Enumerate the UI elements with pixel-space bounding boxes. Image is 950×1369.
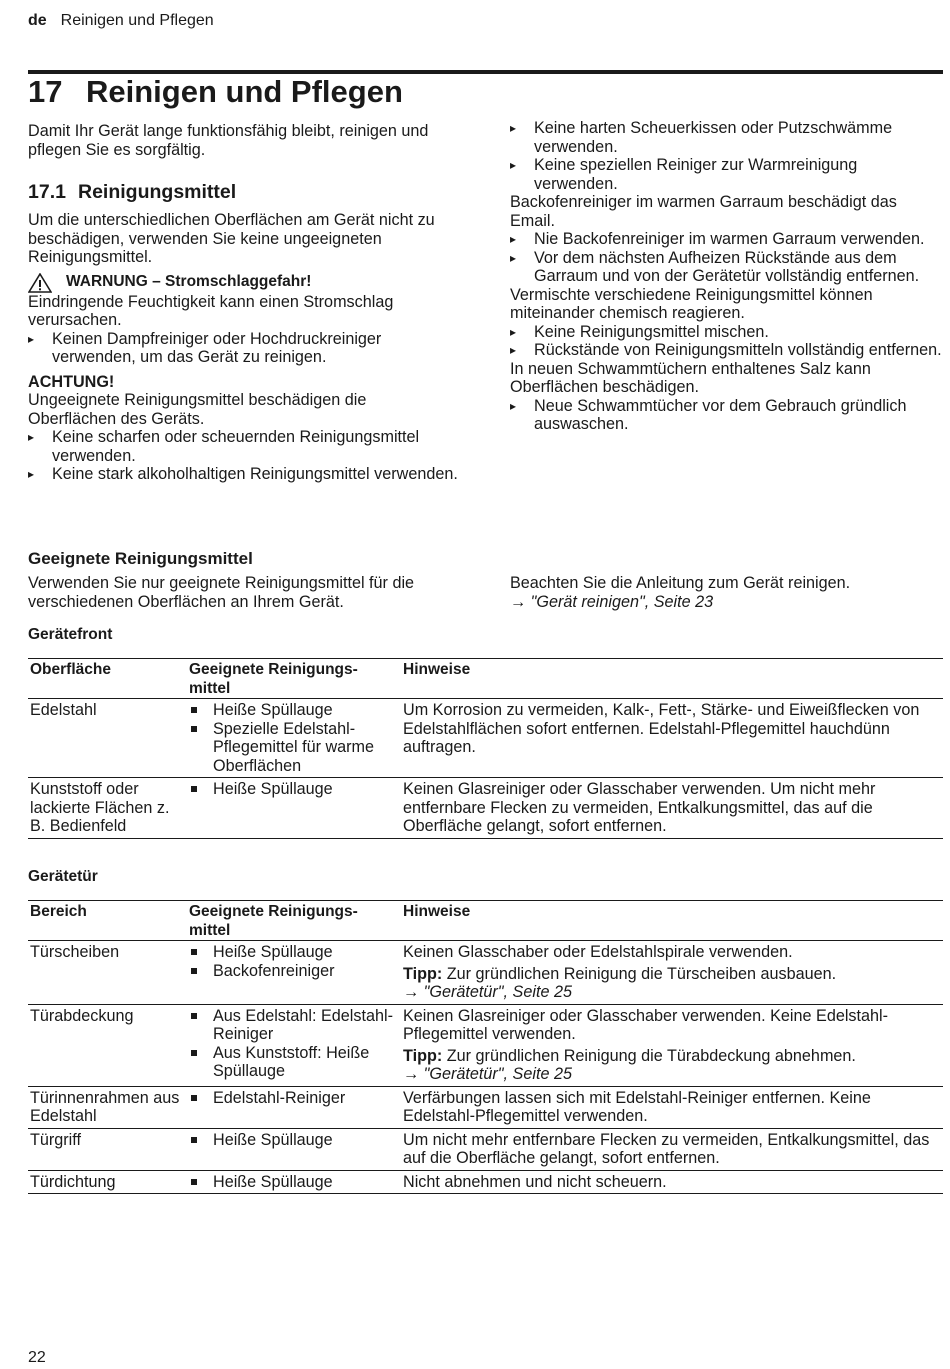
agent-item: Backofenreiniger: [189, 962, 399, 981]
left-column: [28, 122, 458, 484]
list-item: ▸ Rückstände von Reinigungsmitteln vollständig entfernen.: [510, 341, 943, 360]
area-cell: Türscheiben: [30, 943, 120, 961]
warning-heading: [28, 273, 458, 293]
table-row: [28, 1086, 943, 1128]
agents-cell: [187, 941, 401, 1005]
notes-cell: Keinen Glasreiniger oder Glasschaber verwenden. Um nicht mehr entfernbare Flecken zu vermeiden, Entkalkungsmittel, das auf die Oberfläche gelangt, sofort entfernen.: [403, 780, 876, 835]
notes-cell: Um nicht mehr entfernbare Flecken zu vermeiden, Entkalkungsmittel, das auf die Oberfläche gelangt, sofort entfernen.: [403, 1130, 930, 1167]
warning-text: Eindringende Feuchtigkeit kann einen Stromschlag verursachen.: [28, 292, 394, 329]
paragraph: In neuen Schwammtüchern enthaltenes Salz kann Oberflächen beschädigen.: [510, 359, 871, 396]
agents-cell: [187, 1004, 401, 1086]
intro-text: Damit Ihr Gerät lange funktionsfähig bleibt, reinigen und pflegen Sie es sorgfältig.: [28, 122, 429, 159]
chapter-title: [28, 74, 403, 110]
caution-text: Ungeeignete Reinigungsmittel beschädigen die Oberflächen des Geräts.: [28, 391, 367, 428]
agents-cell: [187, 1128, 401, 1170]
list-item: ▸ Keine harten Scheuerkissen oder Putzschwämme verwenden.: [510, 119, 943, 156]
tip-label: Tipp:: [403, 1046, 443, 1065]
tip-text: Tipp: Zur gründlichen Reinigung die Türscheiben ausbauen.: [403, 964, 837, 983]
tip-label: Tipp:: [403, 964, 443, 983]
suitable-text-right: Beachten Sie die Anleitung zum Gerät reinigen.: [510, 574, 851, 592]
column-header: Oberfläche: [30, 661, 111, 678]
table-header-row: [28, 901, 943, 941]
cross-reference-link[interactable]: → "Gerätetür", Seite 25: [403, 1065, 572, 1083]
caution-title: ACHTUNG!: [28, 372, 115, 391]
area-cell: Türabdeckung: [30, 1006, 134, 1025]
section-title-text: Reinigungsmittel: [78, 181, 237, 203]
section-number: 17.1: [28, 181, 66, 203]
column-header: Geeignete Reinigungs- mittel: [189, 903, 358, 939]
notes-cell: Um Korrosion zu vermeiden, Kalk-, Fett-, Stärke- und Eiweißflecken von Edelstahlflächen sofort entfernen. Edelstahl-Pflegemittel hauchdünn auftragen.: [403, 701, 920, 756]
column-header: Hinweise: [403, 903, 471, 920]
notes-cell: Verfärbungen lassen sich mit Edelstahl-Reiniger entfernen. Keine Edelstahl-Pflegemittel verwenden.: [403, 1088, 871, 1125]
area-cell: Edelstahl: [30, 701, 97, 719]
agents-cell: [187, 1170, 401, 1194]
table-row: [28, 1170, 943, 1194]
table-row: [28, 1128, 943, 1170]
suitable-text-left: Verwenden Sie nur geeignete Reinigungsmittel für die verschiedenen Oberflächen an Ihrem Gerät.: [28, 574, 415, 611]
table-row: [28, 941, 943, 1005]
agent-item: Heiße Spüllauge: [189, 701, 399, 720]
suitable-title: Geeignete Reinigungsmittel: [28, 549, 253, 568]
note-text: Keinen Glasschaber oder Edelstahlspirale verwenden.: [403, 943, 793, 961]
paragraph: Backofenreiniger im warmen Garraum beschädigt das Email.: [510, 193, 897, 230]
chapter-title-text: Reinigen und Pflegen: [86, 74, 403, 109]
list-item: ▸ Vor dem nächsten Aufheizen Rückstände aus dem Garraum und von der Gerätetür vollständig entfernen.: [510, 249, 943, 286]
agent-item: Edelstahl-Reiniger: [189, 1089, 399, 1108]
area-cell: Türgriff: [30, 1130, 81, 1149]
right-column: [510, 119, 943, 434]
door-table-title: Gerätetür: [28, 868, 98, 885]
list-item: ▸ Neue Schwammtücher vor dem Gebrauch gründlich auswaschen.: [510, 397, 943, 434]
running-title: Reinigen und Pflegen: [60, 12, 214, 29]
agent-item: Spezielle Edelstahl-Pflegemittel für warme Oberflächen: [189, 720, 399, 776]
list-item: ▸ Keine Reinigungsmittel mischen.: [510, 323, 943, 342]
warning-triangle-icon: [28, 273, 52, 293]
agents-cell: [187, 1086, 401, 1128]
section-title: [28, 181, 458, 203]
language-code: de: [28, 12, 47, 29]
table-row: [28, 778, 943, 839]
page-number: 22: [28, 1349, 46, 1366]
section-text: Um die unterschiedlichen Oberflächen am Gerät nicht zu beschädigen, verwenden Sie keine ungeeigneten Reinigungsmittel.: [28, 211, 435, 266]
table-header-row: [28, 659, 943, 699]
column-header: Bereich: [30, 903, 87, 920]
caution-bullet: ▸ Keine scharfen oder scheuernden Reinigungsmittel verwenden.: [28, 428, 458, 465]
notes-cell: [401, 1004, 943, 1086]
agent-item: Aus Edelstahl: Edelstahl-Reiniger: [189, 1007, 399, 1044]
agent-item: Heiße Spüllauge: [189, 780, 399, 799]
area-cell: Kunststoff oder lackierte Flächen z. B. Bedienfeld: [30, 780, 170, 835]
column-header: Geeignete Reinigungs- mittel: [189, 661, 358, 697]
table-row: [28, 699, 943, 778]
tip-text: Tipp: Zur gründlichen Reinigung die Türabdeckung abnehmen.: [403, 1046, 856, 1065]
agent-item: Heiße Spüllauge: [189, 1131, 399, 1150]
paragraph: Vermischte verschiedene Reinigungsmittel können miteinander chemisch reagieren.: [510, 285, 873, 322]
front-table: [28, 658, 943, 839]
area-cell: Türinnenrahmen aus Edelstahl: [30, 1088, 180, 1125]
cross-reference-link[interactable]: → "Gerät reinigen", Seite 23: [510, 592, 714, 611]
list-item: ▸ Keine speziellen Reiniger zur Warmreinigung verwenden.: [510, 156, 943, 193]
agent-item: Heiße Spüllauge: [189, 943, 399, 962]
notes-cell: [401, 941, 943, 1005]
suitable-right: [510, 574, 940, 611]
agent-item: Heiße Spüllauge: [189, 1173, 399, 1192]
warning-title: WARNUNG – Stromschlaggefahr!: [66, 273, 312, 291]
cross-reference-link[interactable]: → "Gerätetür", Seite 25: [403, 983, 572, 1001]
warning-bullet: ▸ Keinen Dampfreiniger oder Hochdruckreiniger verwenden, um das Gerät zu reinigen.: [28, 330, 458, 367]
area-cell: Türdichtung: [30, 1172, 116, 1191]
agents-cell: [187, 778, 401, 839]
table-row: [28, 1004, 943, 1086]
chapter-number: 17: [28, 74, 63, 109]
caution-bullet: ▸ Keine stark alkoholhaltigen Reinigungsmittel verwenden.: [28, 465, 458, 484]
note-text: Keinen Glasreiniger oder Glasschaber verwenden. Keine Edelstahl-Pflegemittel verwenden.: [403, 1006, 889, 1043]
agents-cell: [187, 699, 401, 778]
running-header: [28, 12, 214, 31]
notes-cell: Nicht abnehmen und nicht scheuern.: [403, 1172, 667, 1191]
list-item: ▸ Nie Backofenreiniger im warmen Garraum verwenden.: [510, 230, 943, 249]
door-table: [28, 900, 943, 1194]
front-table-title: Gerätefront: [28, 626, 113, 643]
column-header: Hinweise: [403, 661, 471, 678]
agent-item: Aus Kunststoff: Heiße Spüllauge: [189, 1044, 399, 1081]
